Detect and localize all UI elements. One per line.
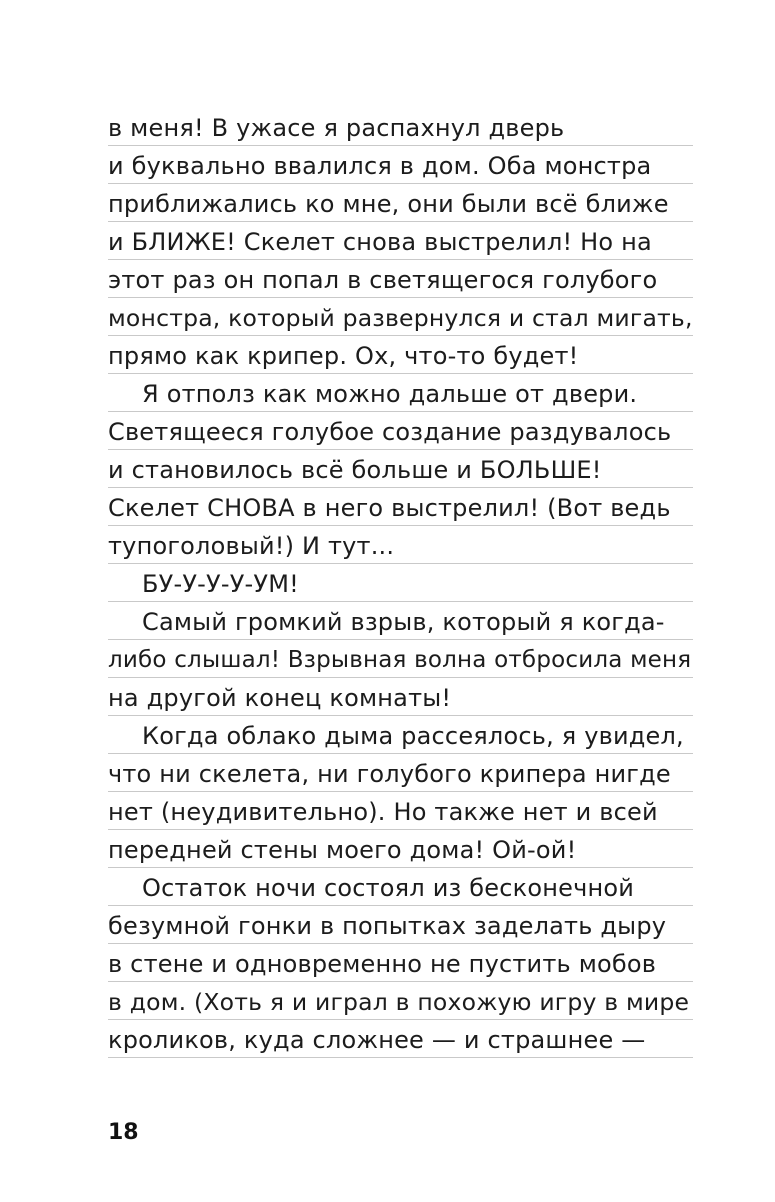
ruled-line: [108, 488, 693, 526]
text-line: и становилось всё больше и БОЛЬШЕ!: [108, 456, 602, 484]
text-line: в стене и одновременно не пустить мобов: [108, 950, 657, 978]
text-line: Светящееся голубое создание раздувалось: [108, 418, 672, 446]
text-line: что ни скелета, ни голубого крипера нигде: [108, 760, 671, 788]
ruled-line: [108, 1020, 693, 1058]
ruled-line: [108, 640, 693, 678]
text-line: тупоголовый!) И тут...: [108, 532, 395, 560]
text-line: прямо как крипер. Ох, что-то будет!: [108, 342, 579, 370]
text-line: Самый громкий взрыв, который я когда-: [142, 608, 665, 636]
ruled-line: [108, 374, 693, 412]
text-line: монстра, который развернулся и стал мигать,: [108, 304, 693, 332]
ruled-line: [108, 792, 693, 830]
text-line: приближались ко мне, они были всё ближе: [108, 190, 669, 218]
page-text: [0, 108, 775, 1058]
text-line: передней стены моего дома! Ой-ой!: [108, 836, 577, 864]
text-line: Остаток ночи состоял из бесконечной: [142, 874, 635, 902]
text-line: кроликов, куда сложнее — и страшнее —: [108, 1026, 646, 1054]
ruled-line: [108, 412, 693, 450]
ruled-line: [108, 222, 693, 260]
ruled-line: [108, 982, 693, 1020]
text-line: БУ-У-У-У-УМ!: [142, 570, 299, 598]
ruled-line: [108, 754, 693, 792]
text-line: и буквально ввалился в дом. Оба монстра: [108, 152, 652, 180]
text-line: в меня! В ужасе я распахнул дверь: [108, 114, 565, 142]
ruled-line: [108, 602, 693, 640]
ruled-line: [108, 868, 693, 906]
ruled-line: [108, 146, 693, 184]
text-line: Когда облако дыма рассеялось, я увидел,: [142, 722, 684, 750]
text-line: на другой конец комнаты!: [108, 684, 452, 712]
page-number: 18: [108, 1120, 139, 1145]
ruled-line: [108, 298, 693, 336]
ruled-line: [108, 184, 693, 222]
text-line: либо слышал! Взрывная волна отбросила меня: [108, 647, 692, 673]
ruled-line: [108, 260, 693, 298]
ruled-line: [108, 526, 693, 564]
text-line: нет (неудивительно). Но также нет и всей: [108, 798, 658, 826]
text-line: Скелет СНОВА в него выстрелил! (Вот ведь: [108, 494, 671, 522]
ruled-line: [108, 678, 693, 716]
text-line: и БЛИЖЕ! Скелет снова выстрелил! Но на: [108, 228, 652, 256]
ruled-line: [108, 830, 693, 868]
ruled-line: [108, 944, 693, 982]
ruled-line: [108, 450, 693, 488]
text-line: безумной гонки в попытках заделать дыру: [108, 912, 667, 940]
ruled-line: [108, 564, 693, 602]
ruled-line: [108, 336, 693, 374]
text-line: этот раз он попал в светящегося голубого: [108, 266, 658, 294]
ruled-line: [108, 716, 693, 754]
text-line: Я отполз как можно дальше от двери.: [142, 380, 638, 408]
ruled-line: [108, 108, 693, 146]
ruled-line: [108, 906, 693, 944]
text-line: в дом. (Хоть я и играл в похожую игру в мире: [108, 988, 690, 1016]
